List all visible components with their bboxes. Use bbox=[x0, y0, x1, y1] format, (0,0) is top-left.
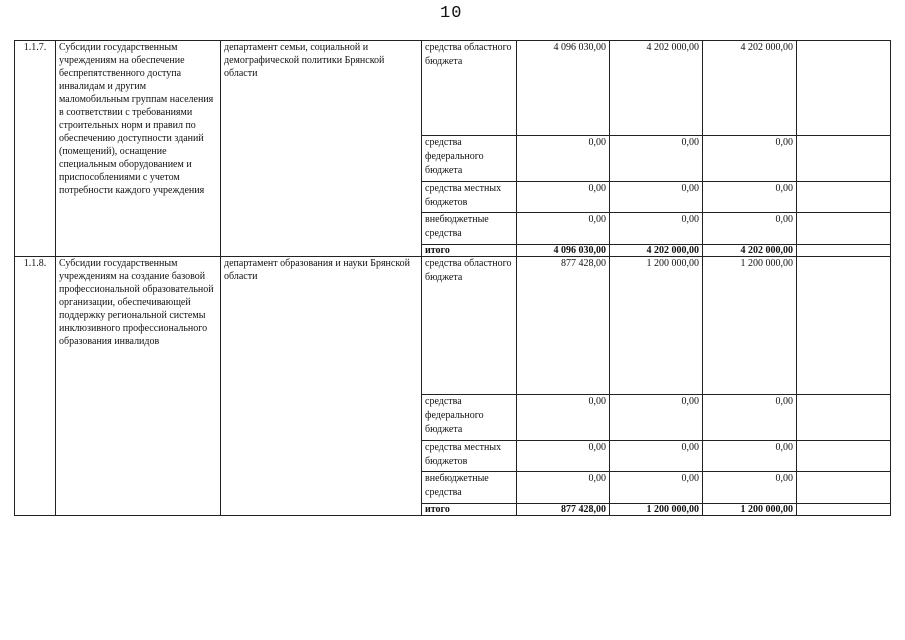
value-cell: 0,00 bbox=[517, 136, 610, 182]
total-value: 4 096 030,00 bbox=[517, 245, 610, 257]
empty-cell bbox=[797, 257, 891, 395]
source-label: средства федерального бюджета bbox=[422, 395, 517, 441]
value-cell: 0,00 bbox=[703, 472, 797, 504]
value-cell: 0,00 bbox=[517, 395, 610, 441]
total-value: 4 202 000,00 bbox=[610, 245, 703, 257]
total-value: 1 200 000,00 bbox=[703, 504, 797, 516]
budget-table bbox=[14, 40, 891, 516]
value-cell: 0,00 bbox=[703, 395, 797, 441]
table-row bbox=[15, 257, 891, 395]
row-description: Субсидии государственным учреждениям на создание базовой профессиональной образовательной организации, обеспечивающей поддержку региональной системы инклюзивного профессионального образования инвалидов bbox=[56, 257, 221, 516]
value-cell: 877 428,00 bbox=[517, 257, 610, 395]
value-cell: 0,00 bbox=[610, 136, 703, 182]
value-cell: 4 202 000,00 bbox=[610, 41, 703, 136]
source-label: средства федерального бюджета bbox=[422, 136, 517, 182]
row-executor: департамент семьи, социальной и демографической политики Брянской области bbox=[221, 41, 422, 257]
source-label: средства областного бюджета bbox=[422, 41, 517, 136]
value-cell: 0,00 bbox=[610, 441, 703, 472]
value-cell: 0,00 bbox=[610, 395, 703, 441]
empty-cell bbox=[797, 395, 891, 441]
total-label: итого bbox=[422, 245, 517, 257]
value-cell: 0,00 bbox=[610, 472, 703, 504]
value-cell: 0,00 bbox=[703, 213, 797, 245]
source-label: средства местных бюджетов bbox=[422, 182, 517, 213]
total-label: итого bbox=[422, 504, 517, 516]
page-number: 10 bbox=[440, 4, 463, 23]
row-code: 1.1.7. bbox=[15, 41, 56, 257]
source-label: средства местных бюджетов bbox=[422, 441, 517, 472]
value-cell: 0,00 bbox=[517, 441, 610, 472]
empty-cell bbox=[797, 472, 891, 504]
empty-cell bbox=[797, 182, 891, 213]
value-cell: 4 202 000,00 bbox=[703, 41, 797, 136]
row-executor: департамент образования и науки Брянской области bbox=[221, 257, 422, 516]
value-cell: 0,00 bbox=[517, 213, 610, 245]
empty-cell bbox=[797, 41, 891, 136]
value-cell: 1 200 000,00 bbox=[610, 257, 703, 395]
total-value: 4 202 000,00 bbox=[703, 245, 797, 257]
total-value: 877 428,00 bbox=[517, 504, 610, 516]
row-code: 1.1.8. bbox=[15, 257, 56, 516]
empty-cell bbox=[797, 136, 891, 182]
value-cell: 0,00 bbox=[703, 182, 797, 213]
empty-cell bbox=[797, 504, 891, 516]
source-label: средства областного бюджета bbox=[422, 257, 517, 395]
value-cell: 0,00 bbox=[610, 182, 703, 213]
table-row bbox=[15, 41, 891, 136]
row-description: Субсидии государственным учреждениям на обеспечение беспрепятственного доступа инвалидам и другим маломобильным группам населения в соответствии с требованиями строительных норм и правил по обеспечению доступности зданий (помещений), оснащение специальным оборудованием и приспособлениями с учетом потребности каждого учреждения bbox=[56, 41, 221, 257]
value-cell: 4 096 030,00 bbox=[517, 41, 610, 136]
empty-cell bbox=[797, 213, 891, 245]
empty-cell bbox=[797, 441, 891, 472]
value-cell: 0,00 bbox=[517, 182, 610, 213]
value-cell: 0,00 bbox=[517, 472, 610, 504]
total-value: 1 200 000,00 bbox=[610, 504, 703, 516]
value-cell: 1 200 000,00 bbox=[703, 257, 797, 395]
empty-cell bbox=[797, 245, 891, 257]
value-cell: 0,00 bbox=[610, 213, 703, 245]
value-cell: 0,00 bbox=[703, 136, 797, 182]
source-label: внебюджетные средства bbox=[422, 472, 517, 504]
value-cell: 0,00 bbox=[703, 441, 797, 472]
source-label: внебюджетные средства bbox=[422, 213, 517, 245]
